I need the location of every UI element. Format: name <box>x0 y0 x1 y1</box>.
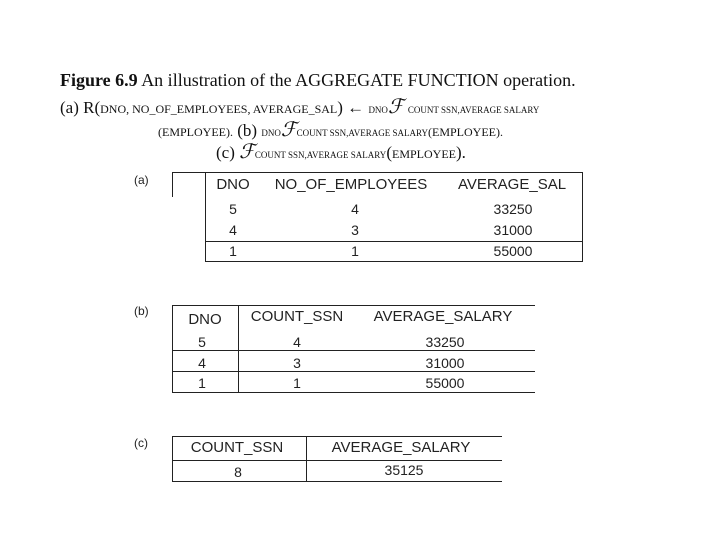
divider <box>172 371 535 372</box>
table-cell: 55000 <box>425 375 465 391</box>
function-list: COUNT SSN,AVERAGE SALARY <box>254 150 387 160</box>
table-cell: 33250 <box>425 334 465 350</box>
grouping-attr: DNO <box>368 105 388 115</box>
table-cell: 55000 <box>493 243 533 259</box>
formula-b-label: (b) <box>237 121 258 140</box>
divider <box>172 436 173 482</box>
divider <box>172 350 535 351</box>
table-cell: 3 <box>351 222 359 238</box>
divider <box>238 305 239 393</box>
aggregate-symbol: ℱ <box>387 94 404 118</box>
table-cell: 1 <box>229 243 237 259</box>
table-cell: 3 <box>293 355 301 371</box>
function-list: COUNT SSN,AVERAGE SALARY <box>296 128 429 138</box>
table-cell: 8 <box>234 464 242 480</box>
column-header: DNO <box>216 176 250 193</box>
table-cell: 31000 <box>425 355 465 371</box>
divider <box>172 392 535 393</box>
function-list: COUNT SSN,AVERAGE SALARY <box>407 105 540 115</box>
grouping-attr: DNO <box>261 128 281 138</box>
divider <box>205 172 206 262</box>
divider <box>172 305 535 306</box>
table-cell: 4 <box>351 201 359 217</box>
aggregate-symbol: ℱ <box>239 139 255 163</box>
column-header: NO_OF_EMPLOYEES <box>274 176 428 193</box>
table-cell: 1 <box>198 375 206 391</box>
formula-b <box>158 117 503 141</box>
divider <box>172 172 583 173</box>
table-cell: 33250 <box>493 201 533 217</box>
table-cell: 35125 <box>384 462 424 478</box>
table-cell: 31000 <box>493 222 533 238</box>
paren: ( <box>386 143 392 162</box>
table-cell: 5 <box>198 334 206 350</box>
table-cell: 4 <box>229 222 237 238</box>
column-header: AVERAGE_SALARY <box>373 308 513 325</box>
formula-a-prefix: (a) R( <box>60 98 101 117</box>
table-cell: 5 <box>229 201 237 217</box>
table-cell: 4 <box>293 334 301 350</box>
table-cell: 4 <box>198 355 206 371</box>
table-cell: 1 <box>351 243 359 259</box>
divider <box>306 436 307 482</box>
divider <box>172 481 502 482</box>
column-header: AVERAGE_SAL <box>457 176 567 193</box>
formula-a <box>60 94 539 118</box>
table-a-label: (a) <box>134 173 149 187</box>
column-header: COUNT_SSN <box>190 439 284 456</box>
table-c-label: (c) <box>134 436 148 450</box>
formula-a-arrow: ) ← <box>337 98 365 117</box>
divider <box>172 436 502 437</box>
divider <box>205 241 583 242</box>
relation-b: (EMPLOYEE). <box>428 125 504 139</box>
figure-title: An illustration of the AGGREGATE FUNCTION operation. <box>141 70 576 90</box>
figure-label: Figure 6.9 <box>60 70 138 90</box>
column-header: AVERAGE_SALARY <box>331 439 471 456</box>
relation-c: EMPLOYEE <box>391 147 456 161</box>
divider <box>172 305 173 393</box>
divider <box>205 261 583 262</box>
table-cell: 1 <box>293 375 301 391</box>
relation-a: (EMPLOYEE). <box>158 125 233 139</box>
divider <box>172 172 173 197</box>
formula-a-attrs: DNO, NO_OF_EMPLOYEES, AVERAGE_SAL <box>100 102 338 116</box>
divider <box>582 172 583 262</box>
formula-c <box>216 139 466 163</box>
column-header: COUNT_SSN <box>250 308 344 325</box>
column-header: DNO <box>188 311 222 328</box>
aggregate-symbol: ℱ <box>280 117 297 141</box>
figure-caption <box>60 70 576 91</box>
paren: ). <box>455 143 466 162</box>
formula-c-label: (c) <box>216 143 235 162</box>
divider <box>172 460 502 461</box>
table-b-label: (b) <box>134 304 149 318</box>
